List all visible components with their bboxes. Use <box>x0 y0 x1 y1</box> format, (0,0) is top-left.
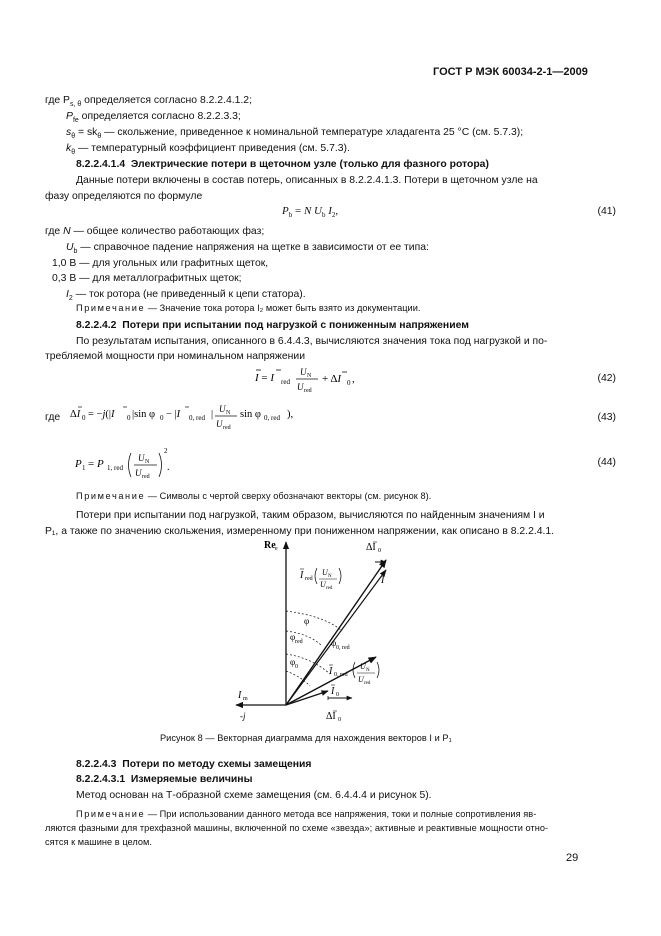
paragraph: Данные потери включены в состав потерь, описанных в 8.2.2.4.1.3. Потери в щеточном узле на <box>76 175 538 186</box>
where-i2: $I_2$ — ток ротора (не приведенный к цепи статора). <box>66 289 306 303</box>
svg-text:0: 0 <box>295 664 298 670</box>
svg-text:U: U <box>297 382 304 392</box>
where-n: где N — общее количество работающих фаз; <box>45 226 265 237</box>
svg-text:U: U <box>360 662 366 671</box>
svg-text:,: , <box>352 373 355 385</box>
section-heading-reduced-voltage: 8.2.2.4.2 Потери при испытании под нагрузкой с пониженным напряжением <box>76 320 469 331</box>
phi0-label: φ <box>290 657 296 667</box>
svg-text:U: U <box>216 419 223 429</box>
i0-label: I <box>331 686 335 697</box>
u-red-label: U <box>320 580 326 589</box>
figure-caption: Рисунок 8 — Векторная диаграмма для нахождения векторов I и P₁ <box>160 733 452 743</box>
svg-text:.: . <box>167 462 170 473</box>
re-axis-label: Re <box>264 540 276 551</box>
phi-red-label: φ <box>290 632 296 642</box>
svg-text:0: 0 <box>336 692 339 698</box>
definition-s-theta: $s_\theta = sk_\theta$ — скольжение, приведенное к номинальной температуре хладагента 25 °С (см. 5.7.3); <box>66 127 524 141</box>
svg-text:red: red <box>364 681 371 686</box>
where-ub: $U_b$ — справочное падение напряжения на щетке в зависимости от ее типа: <box>66 242 429 256</box>
svg-text:sin φ: sin φ <box>240 409 261 420</box>
svg-text:U: U <box>219 404 226 414</box>
svg-text:N: N <box>145 459 150 465</box>
i0-red-label: I <box>329 666 333 677</box>
equation-number: (44) <box>597 457 616 468</box>
svg-text:N: N <box>307 373 312 379</box>
section-heading-equivalent-circuit: 8.2.2.4.3 Потери по методу схемы замещения <box>76 759 312 770</box>
neg-j-label: -j <box>240 711 246 721</box>
subsection-heading-measured: 8.2.2.4.3.1 Измеряемые величины <box>76 774 253 785</box>
svg-text:2: 2 <box>164 447 168 455</box>
section-heading-brush-losses: 8.2.2.4.1.4 Электрические потери в щеточном узле (только для фазного ротора) <box>76 159 489 170</box>
phi-label: φ <box>304 616 310 626</box>
paragraph: P₁, а также по значению скольжения, измеренному при пониженном напряжении, как описано в 8.2.2.4.1. <box>45 526 555 537</box>
definition-p-s-theta: где $P_{s, \theta}$ определяется согласно 8.2.2.4.1.2; <box>45 95 252 109</box>
svg-text:0: 0 <box>347 379 351 387</box>
svg-text:U: U <box>135 468 142 478</box>
page-number: 29 <box>566 852 579 864</box>
svg-text:red: red <box>295 639 303 645</box>
equation-number: (42) <box>597 373 616 384</box>
formula-42 <box>255 360 385 396</box>
svg-text:|: | <box>211 409 214 420</box>
svg-text:red: red <box>281 378 290 386</box>
svg-text:− |I: − |I <box>166 409 181 420</box>
svg-text:red: red <box>326 586 333 591</box>
im-axis-label: I <box>238 690 242 701</box>
vector-i-red-scaled <box>286 560 386 705</box>
document-id: ГОСТ Р МЭК 60034-2-1—2009 <box>433 66 588 78</box>
where-label: где <box>45 412 61 423</box>
svg-text:= −j(|I: = −j(|I <box>88 409 115 420</box>
svg-text:= P: = P <box>88 458 104 470</box>
paragraph: По результатам испытания, описанного в 6.4.4.3, вычисляются значения тока под нагрузкой и по- <box>76 336 548 347</box>
svg-text:1, red: 1, red <box>107 464 123 472</box>
definition-p-fe: $P_{fe}$ определяется согласно 8.2.2.3.3; <box>66 111 241 125</box>
note-method-line3: сятся к машине в целом. <box>45 837 153 847</box>
note-rotor-current: Примечание — Значение тока ротора I₂ может быть взято из документации. <box>76 303 421 313</box>
svg-text:0, red: 0, red <box>334 672 348 678</box>
definition-k-theta: $k_\theta$ — температурный коэффициент приведения (см. 5.7.3). <box>66 143 350 157</box>
formula-43 <box>70 398 350 434</box>
svg-text:I = I: I = I <box>255 372 275 384</box>
svg-text:ΔI: ΔI <box>70 409 81 420</box>
svg-text:0: 0 <box>160 414 164 422</box>
note-method-line2: ляются фазными для трехфазной машины, включенной по схеме «звезда»; активные и реактивные мощности отно- <box>45 823 549 833</box>
svg-text:0: 0 <box>378 548 381 554</box>
vector-i-label: I <box>381 575 385 586</box>
where-metal: 0,3 В — для металлографитных щеток; <box>52 273 242 284</box>
svg-text:e: e <box>275 546 278 552</box>
svg-text:N: N <box>366 668 370 673</box>
note-vectors: Примечание — Символы с чертой сверху обозначают векторы (см. рисунок 8). <box>76 491 432 501</box>
u-n-label: U <box>322 568 328 577</box>
svg-text:N: N <box>328 574 332 579</box>
svg-text:0, red: 0, red <box>189 414 205 422</box>
paragraph: требляемой мощности при номинальном напряжении <box>45 351 306 362</box>
svg-text:U: U <box>300 367 307 377</box>
svg-text:|sin φ: |sin φ <box>132 409 156 420</box>
phi0-red-label: φ <box>331 638 337 648</box>
svg-text:U: U <box>358 675 364 684</box>
svg-text:P: P <box>75 458 82 470</box>
where-carbon: 1,0 В — для угольных или графитных щеток, <box>52 258 269 269</box>
equation-number: (41) <box>597 206 616 217</box>
svg-text:red: red <box>142 474 150 480</box>
svg-text:+ ΔI: + ΔI <box>322 373 342 385</box>
svg-text:0: 0 <box>338 717 341 723</box>
note-method: Примечание — При использовании данного метода все напряжения, токи и полные сопротивления яв- <box>76 809 537 819</box>
svg-text:0, red: 0, red <box>336 645 350 651</box>
svg-text:0, red: 0, red <box>264 414 280 422</box>
svg-text:red: red <box>223 425 231 431</box>
equation-number: (43) <box>597 412 616 423</box>
paragraph: Потери при испытании под нагрузкой, таким образом, вычисляются по найденным значениям I и <box>76 510 545 521</box>
vector-diagram <box>230 536 430 726</box>
svg-text:m: m <box>243 696 248 702</box>
delta-i0-top-label: ΔI <box>366 542 376 553</box>
svg-text:0: 0 <box>127 414 131 422</box>
delta-i0-bottom-label: ΔI <box>326 711 336 722</box>
svg-text:U: U <box>138 453 145 463</box>
i-red-label: I <box>300 570 304 581</box>
formula-44 <box>75 440 175 484</box>
paragraph: Метод основан на Т-образной схеме замещения (см. 6.4.4.4 и рисунок 5). <box>76 790 432 801</box>
svg-text:),: ), <box>287 409 294 420</box>
svg-text:red: red <box>305 576 313 582</box>
svg-text:N: N <box>226 410 231 416</box>
svg-text:1: 1 <box>82 464 86 472</box>
paragraph: фазу определяются по формуле <box>45 191 203 202</box>
formula-41: $P_b = N$ $U_b$ $I_2$, <box>282 205 339 220</box>
svg-text:0: 0 <box>82 414 86 422</box>
svg-text:red: red <box>304 388 312 394</box>
